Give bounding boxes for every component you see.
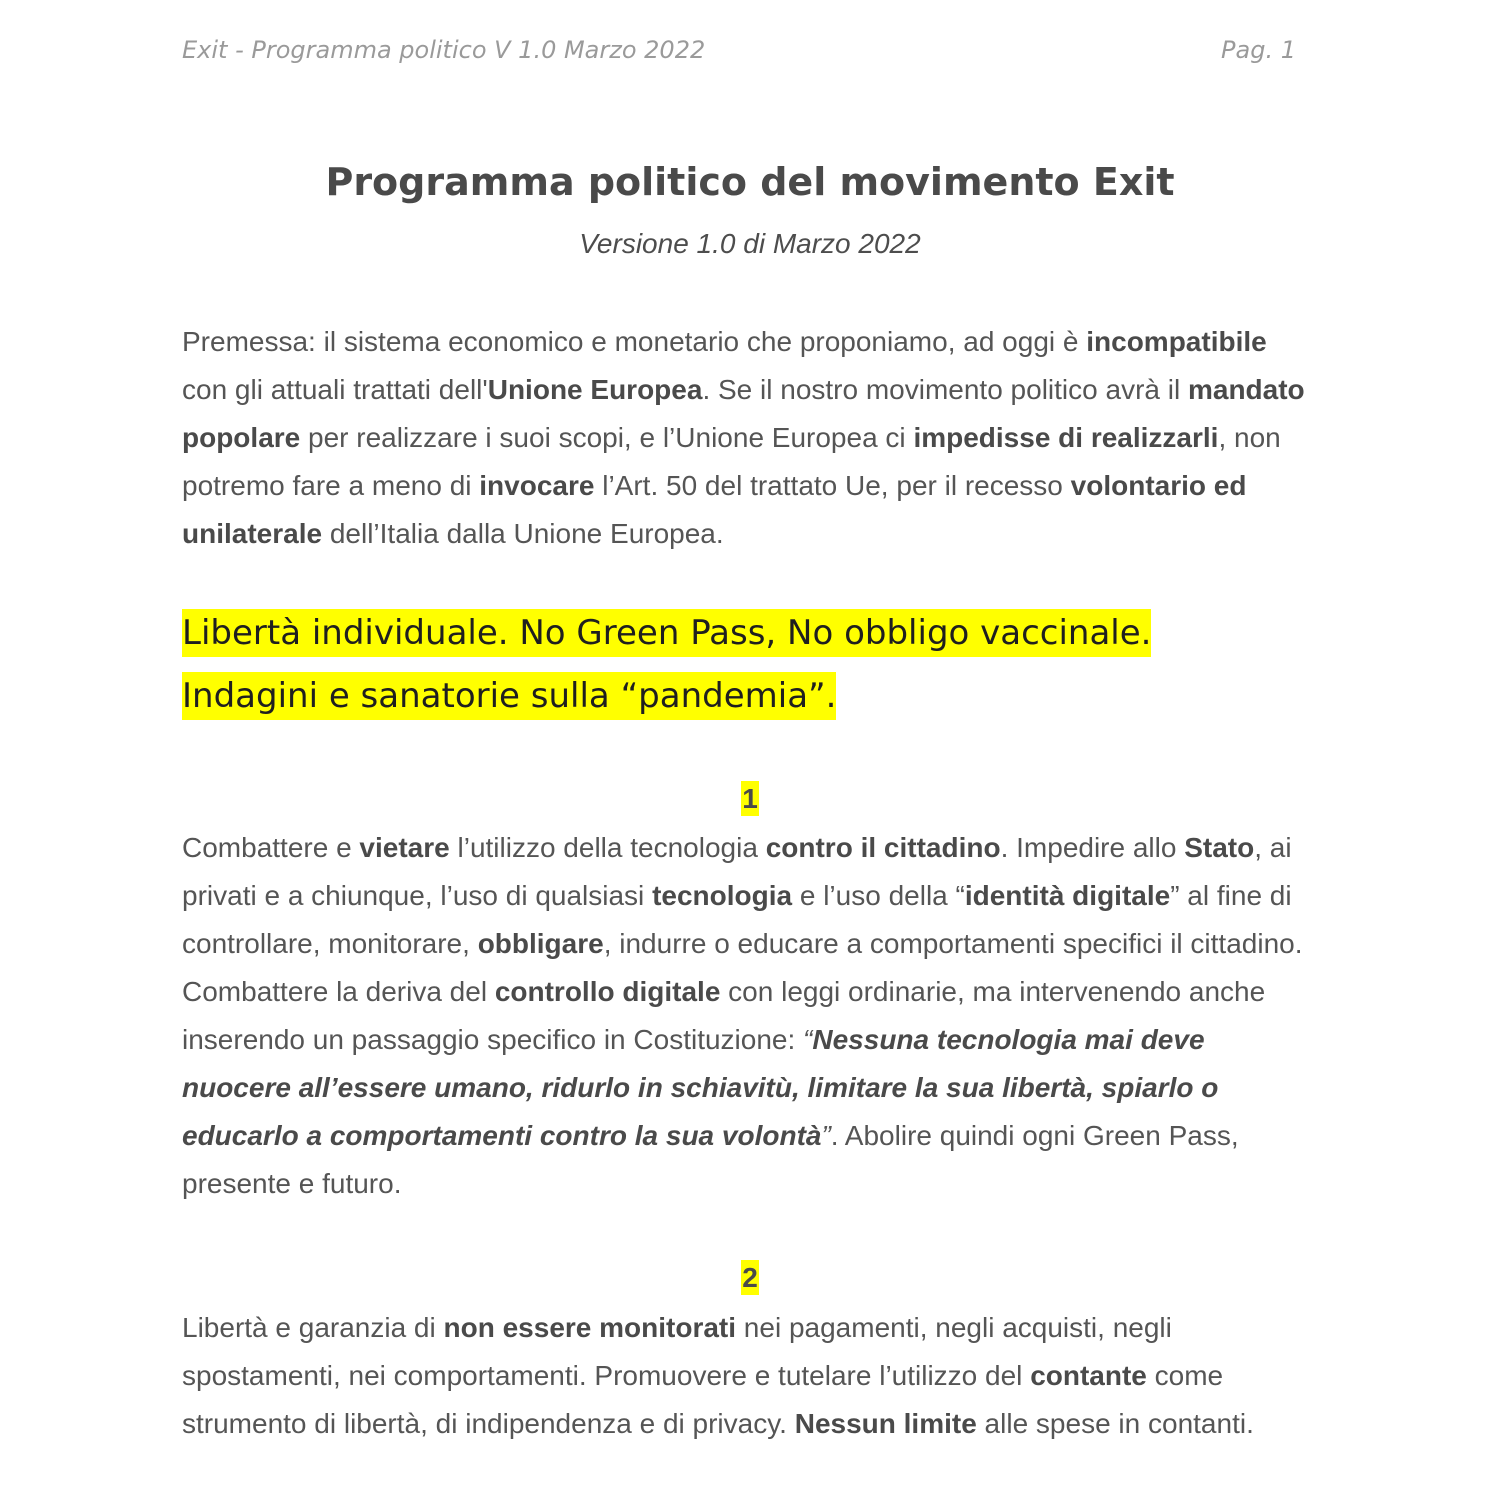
section-number-label: 2: [742, 1262, 758, 1293]
quote-open: “: [803, 1024, 813, 1055]
section-bold: non essere monitorati: [443, 1312, 737, 1343]
section-bold: contro il cittadino: [765, 832, 1001, 863]
section-bold: tecnologia: [652, 880, 793, 911]
section-bold: vietare: [359, 832, 450, 863]
section-text: ” al fine di controllare, monitorare,: [182, 880, 1292, 959]
section-bold: obbligare: [477, 928, 604, 959]
section-number-1: [182, 783, 1318, 815]
headline-line-1: Libertà individuale. No Green Pass, No obbligo vaccinale.: [182, 609, 1151, 657]
header-document-title: Exit - Programma politico V 1.0 Marzo 2022: [182, 36, 706, 64]
section-text: e l’uso della “: [792, 880, 965, 911]
premessa-text: l’Art. 50 del trattato Ue, per il recesso: [594, 470, 1071, 501]
premessa-text: . Se il nostro movimento politico avrà il: [702, 374, 1188, 405]
section-text: Combattere e: [182, 832, 360, 863]
section-text: . Impedire allo: [1000, 832, 1185, 863]
premessa-text: per realizzare i suoi scopi, e l’Unione Europea ci: [300, 422, 914, 453]
section-text: , indurre o educare a comportamenti specifici il cittadino. Combattere la deriva del: [182, 928, 1303, 1007]
section-text: con leggi ordinarie, ma intervenendo anche inserendo un passaggio specifico in Costituzione:: [182, 976, 1266, 1055]
highlighted-headline: [182, 602, 1318, 728]
header-page-number: Pag. 1: [1221, 36, 1296, 64]
quote-close: ”: [821, 1120, 831, 1151]
section-bold: Stato: [1184, 832, 1255, 863]
page-title: Programma politico del movimento Exit: [325, 160, 1175, 204]
premessa-paragraph: [182, 318, 1318, 558]
headline-line-2: Indagini e sanatorie sulla “pandemia”.: [182, 672, 836, 720]
section-text: , ai privati e a chiunque, l’uso di qualsiasi: [182, 832, 1292, 911]
premessa-bold: invocare: [479, 470, 595, 501]
section-text: . Abolire quindi ogni Green Pass, presente e futuro.: [182, 1120, 1239, 1199]
section-1-paragraph: [182, 824, 1318, 1208]
section-number-2: [182, 1262, 1318, 1294]
section-bold: identità digitale: [964, 880, 1171, 911]
premessa-bold: incompatibile: [1086, 326, 1267, 357]
page-subtitle: Versione 1.0 di Marzo 2022: [579, 228, 921, 259]
section-bold: contante: [1030, 1360, 1147, 1391]
section-bold: Nessun limite: [794, 1408, 977, 1439]
section-2-paragraph: [182, 1304, 1318, 1448]
section-text: nei pagamenti, negli acquisti, negli spostamenti, nei comportamenti. Promuovere e tutelare l’utilizzo del: [182, 1312, 1172, 1391]
premessa-bold: volontario ed unilaterale: [182, 470, 1247, 549]
document-page: [182, 0, 1318, 1500]
premessa-text: , non potremo fare a meno di: [182, 422, 1281, 501]
premessa-bold: impedisse di realizzarli: [913, 422, 1219, 453]
premessa-text: con gli attuali trattati dell': [182, 374, 488, 405]
section-text: l’utilizzo della tecnologia: [449, 832, 766, 863]
premessa-bold: Unione Europea: [487, 374, 703, 405]
section-text: Libertà e garanzia di: [182, 1312, 444, 1343]
section-bold: controllo digitale: [494, 976, 721, 1007]
section-number-label: 1: [742, 783, 758, 814]
premessa-text: Premessa: il sistema economico e monetario che proponiamo, ad oggi è: [182, 326, 1087, 357]
premessa-text: dell’Italia dalla Unione Europea.: [322, 518, 724, 549]
section-text: come strumento di libertà, di indipendenza e di privacy.: [182, 1360, 1224, 1439]
premessa-bold: mandato popolare: [182, 374, 1305, 453]
constitution-quote: Nessuna tecnologia mai deve nuocere all’essere umano, ridurlo in schiavitù, limitare la sua libertà, spiarlo o educarlo a comportamenti contro la sua volontà: [182, 1024, 1219, 1151]
section-text: alle spese in contanti.: [976, 1408, 1254, 1439]
